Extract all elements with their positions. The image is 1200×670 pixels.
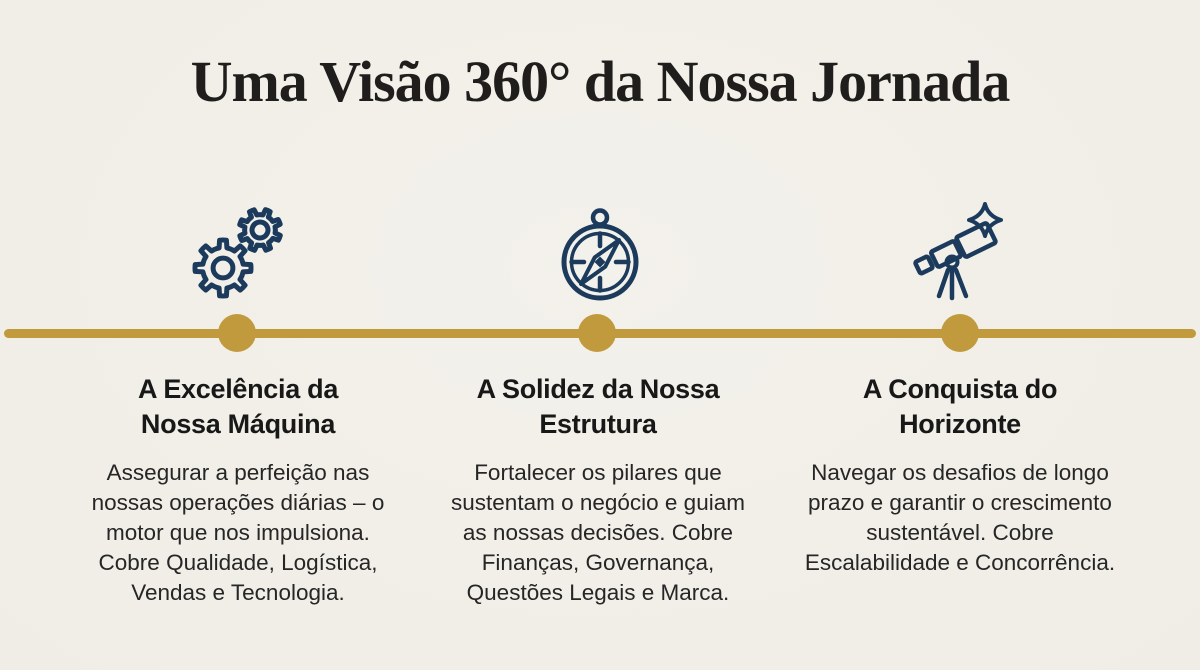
column-body: Navegar os desafios de longo prazo e garantir o crescimento sustentável. Cobre Escalabilidade e Concorrência.: [804, 460, 1116, 575]
column-structure: [438, 372, 758, 608]
column-heading: A Excelência da Nossa Máquina: [137, 374, 339, 439]
timeline-dot-1: [218, 314, 256, 352]
column-heading: A Solidez da Nossa Estrutura: [476, 374, 720, 439]
page-title: Uma Visão 360° da Nossa Jornada: [190, 49, 1010, 114]
column-body: Fortalecer os pilares que sustentam o negócio e guiam as nossas decisões. Cobre Finanças, Governança, Questões Legais e Marca.: [451, 460, 745, 605]
compass-icon: [550, 198, 650, 313]
column-body: Assegurar a perfeição nas nossas operações diárias – o motor que nos impulsiona. Cobre Qualidade, Logística, Vendas e Tecnologia.: [91, 460, 385, 605]
column-operations: [78, 372, 398, 608]
telescope-icon: [898, 193, 1018, 311]
gears-icon: [170, 185, 295, 310]
timeline-dot-2: [578, 314, 616, 352]
timeline-dot-3: [941, 314, 979, 352]
column-heading: A Conquista do Horizonte: [862, 374, 1058, 439]
column-horizon: [800, 372, 1120, 578]
